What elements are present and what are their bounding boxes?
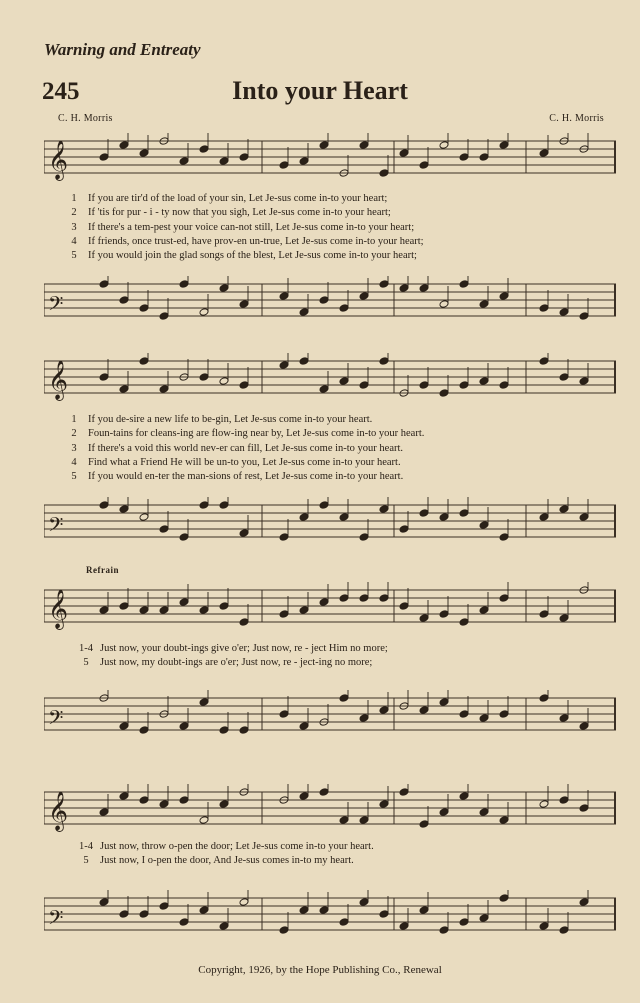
staff-lines: [44, 497, 616, 547]
note-head: [499, 816, 509, 825]
note-head: [399, 788, 409, 797]
note-head: [579, 804, 589, 813]
treble-staff: [44, 582, 616, 632]
note-head: [199, 698, 209, 707]
note-head: [359, 141, 369, 150]
note-head: [339, 377, 349, 386]
verse-number: 4: [71, 456, 77, 468]
note-head: [139, 796, 149, 805]
note-head: [139, 357, 149, 366]
note-head: [479, 714, 489, 723]
note-head: [379, 280, 389, 289]
note-head: [439, 513, 449, 522]
note-head: [299, 906, 309, 915]
note-head: [499, 292, 509, 301]
note-head: [419, 381, 429, 390]
note-head: [439, 610, 449, 619]
treble-staff: [44, 784, 616, 834]
note-head: [459, 381, 469, 390]
note-head: [219, 922, 229, 931]
verse-text: If 'tis for pur - i - ty now that you sigh, Let Je-sus come in-to your heart;: [88, 207, 391, 219]
note-head: [239, 381, 249, 390]
note-head: [319, 598, 329, 607]
note-head: [539, 610, 549, 619]
verse-number: 3: [71, 221, 77, 233]
note-head: [159, 606, 169, 615]
verse-line: [60, 427, 620, 441]
verse-line: [72, 642, 632, 656]
note-head: [159, 800, 169, 809]
note-head: [139, 726, 149, 735]
verse-text: If friends, once trust-ed, have prov-en un-true, Let Je-sus come in-to your heart;: [88, 235, 424, 247]
note-head: [379, 706, 389, 715]
note-head: [159, 525, 169, 534]
note-head: [479, 606, 489, 615]
staff-lines: [44, 690, 616, 740]
verse-text: Just now, your doubt-ings give o'er; Just now, re - ject Him no more;: [100, 643, 388, 654]
note-head: [399, 525, 409, 534]
note-head: [99, 606, 109, 615]
verse-number: 2: [71, 428, 77, 440]
verse-number: 4: [71, 235, 77, 247]
treble-staff: [44, 133, 616, 183]
note-head: [439, 698, 449, 707]
staff-lines: [44, 276, 616, 326]
note-head: [479, 521, 489, 530]
note-head: [419, 284, 429, 293]
note-head: [279, 926, 289, 935]
refrain-block-1: [72, 642, 632, 671]
note-head: [379, 910, 389, 919]
verse-line: [60, 249, 620, 263]
bass-staff: [44, 690, 616, 740]
note-head: [459, 618, 469, 627]
refrain-block-2: [72, 840, 632, 869]
verse-text: If you are tir'd of the load of your sin, Let Je-sus come in-to your heart;: [88, 193, 388, 204]
note-head: [179, 918, 189, 927]
note-head: [99, 153, 109, 162]
bass-clef-icon: 𝄢: [48, 706, 64, 734]
note-head: [99, 501, 109, 510]
treble-clef-icon: 𝄞: [48, 360, 69, 400]
bass-staff: [44, 276, 616, 326]
note-head: [119, 141, 129, 150]
note-head: [379, 505, 389, 514]
hymn-title: Into your Heart: [232, 76, 408, 105]
note-head: [199, 308, 209, 317]
note-head: [499, 594, 509, 603]
note-head: [219, 284, 229, 293]
note-head: [119, 792, 129, 801]
note-head: [239, 153, 249, 162]
note-head: [339, 513, 349, 522]
note-head: [99, 808, 109, 817]
verse-line: [60, 442, 620, 456]
hymn-number: 245: [42, 78, 80, 105]
note-head: [439, 808, 449, 817]
copyright: Copyright, 1926, by the Hope Publishing Co., Renewal: [198, 964, 442, 976]
note-head: [99, 373, 109, 382]
note-head: [359, 594, 369, 603]
verse-line: [72, 656, 632, 670]
note-head: [319, 501, 329, 510]
note-head: [219, 726, 229, 735]
verse-number: 3: [71, 442, 77, 454]
note-head: [359, 714, 369, 723]
verse-text: Find what a Friend He will be un-to you, Let Je-sus come in-to your heart.: [88, 456, 401, 468]
note-head: [219, 800, 229, 809]
note-head: [239, 898, 249, 907]
verse-number: 1: [71, 193, 77, 204]
note-head: [119, 296, 129, 305]
note-head: [539, 149, 549, 158]
note-head: [399, 922, 409, 931]
note-head: [279, 292, 289, 301]
staff-lines: [44, 353, 616, 403]
note-head: [499, 141, 509, 150]
note-head: [159, 312, 169, 321]
section-title: Warning and Entreaty: [44, 40, 201, 59]
note-head: [579, 513, 589, 522]
verse-block-1: [60, 192, 620, 263]
note-head: [399, 149, 409, 158]
note-head: [559, 308, 569, 317]
verse-line: [60, 235, 620, 249]
note-head: [199, 906, 209, 915]
verse-number: 1: [71, 414, 77, 425]
note-head: [119, 385, 129, 394]
verse-line: [60, 470, 620, 484]
note-head: [339, 594, 349, 603]
note-head: [119, 722, 129, 731]
note-head: [319, 385, 329, 394]
note-head: [199, 145, 209, 154]
verse-number: 1-4: [79, 841, 93, 852]
note-head: [419, 820, 429, 829]
note-head: [239, 529, 249, 538]
note-head: [499, 710, 509, 719]
note-head: [579, 377, 589, 386]
note-head: [379, 594, 389, 603]
staff-lines: [44, 784, 616, 834]
note-head: [159, 902, 169, 911]
note-head: [439, 141, 449, 150]
note-head: [139, 304, 149, 313]
note-head: [179, 796, 189, 805]
note-head: [239, 300, 249, 309]
staff-lines: [44, 133, 616, 183]
note-head: [419, 614, 429, 623]
note-head: [359, 898, 369, 907]
note-head: [539, 357, 549, 366]
note-head: [139, 149, 149, 158]
verse-text: Just now, throw o-pen the door; Let Je-sus come in-to your heart.: [100, 841, 374, 852]
note-head: [479, 153, 489, 162]
note-head: [279, 710, 289, 719]
note-head: [119, 505, 129, 514]
verse-number: 5: [71, 250, 77, 262]
note-head: [419, 161, 429, 170]
note-head: [339, 816, 349, 825]
note-head: [479, 914, 489, 923]
music-credit: C. H. Morris: [549, 113, 604, 124]
verse-text: Just now, my doubt-ings are o'er; Just now, re - ject-ing no more;: [100, 657, 373, 669]
verse-number: 5: [83, 657, 89, 669]
verse-text: If there's a void this world nev-er can fill, Let Je-sus come in-to your heart.: [88, 442, 404, 454]
note-head: [539, 304, 549, 313]
note-head: [479, 300, 489, 309]
note-head: [359, 533, 369, 542]
note-head: [559, 714, 569, 723]
note-head: [459, 280, 469, 289]
bass-staff: [44, 497, 616, 547]
note-head: [359, 816, 369, 825]
note-head: [279, 361, 289, 370]
note-head: [219, 377, 229, 386]
verse-line: [72, 854, 632, 868]
verse-line: [72, 840, 632, 854]
verse-text: If you would join the glad songs of the blest, Let Je-sus come in-to your heart;: [88, 250, 417, 262]
note-head: [479, 377, 489, 386]
note-head: [419, 509, 429, 518]
verse-number: 1-4: [79, 643, 93, 654]
verse-line: [60, 413, 620, 427]
note-head: [399, 284, 409, 293]
note-head: [299, 157, 309, 166]
note-head: [479, 808, 489, 817]
note-head: [119, 602, 129, 611]
verse-text: If you de-sire a new life to be-gin, Let Je-sus come in-to your heart.: [88, 414, 373, 425]
bass-clef-icon: 𝄢: [48, 513, 64, 541]
treble-staff: [44, 353, 616, 403]
note-head: [499, 894, 509, 903]
note-head: [219, 602, 229, 611]
note-head: [139, 910, 149, 919]
note-head: [459, 792, 469, 801]
note-head: [339, 304, 349, 313]
note-head: [279, 161, 289, 170]
note-head: [379, 169, 389, 178]
note-head: [179, 722, 189, 731]
note-head: [99, 280, 109, 289]
verse-text: Foun-tains for cleans-ing are flow-ing near by, Let Je-sus come in-to your heart.: [88, 428, 425, 440]
note-head: [579, 722, 589, 731]
note-head: [199, 606, 209, 615]
note-head: [279, 610, 289, 619]
verse-line: [60, 206, 620, 220]
note-head: [379, 800, 389, 809]
note-head: [579, 898, 589, 907]
note-head: [299, 513, 309, 522]
bass-staff: [44, 890, 616, 940]
note-head: [199, 816, 209, 825]
note-head: [419, 906, 429, 915]
verse-number: 2: [71, 207, 77, 219]
note-head: [419, 706, 429, 715]
note-head: [439, 300, 449, 309]
note-head: [559, 926, 569, 935]
note-head: [239, 618, 249, 627]
note-head: [319, 141, 329, 150]
verse-number: 5: [83, 855, 89, 867]
note-head: [399, 602, 409, 611]
note-head: [339, 694, 349, 703]
note-head: [319, 906, 329, 915]
note-head: [339, 918, 349, 927]
treble-clef-icon: 𝄞: [48, 791, 69, 831]
note-head: [179, 280, 189, 289]
bass-clef-icon: 𝄢: [48, 906, 64, 934]
verse-text: If you would en-ter the man-sions of rest, Let Je-sus come in-to your heart.: [88, 471, 404, 483]
note-head: [239, 726, 249, 735]
note-head: [179, 598, 189, 607]
treble-clef-icon: 𝄞: [48, 140, 69, 180]
note-head: [179, 157, 189, 166]
note-head: [99, 898, 109, 907]
note-head: [319, 296, 329, 305]
note-head: [579, 312, 589, 321]
note-head: [319, 788, 329, 797]
note-head: [219, 501, 229, 510]
note-head: [539, 922, 549, 931]
note-head: [459, 918, 469, 927]
note-head: [299, 357, 309, 366]
note-head: [299, 792, 309, 801]
note-head: [559, 614, 569, 623]
verse-line: [60, 456, 620, 470]
note-head: [299, 722, 309, 731]
note-head: [499, 381, 509, 390]
staff-lines: [44, 890, 616, 940]
note-head: [459, 153, 469, 162]
note-head: [539, 513, 549, 522]
verse-number: 5: [71, 471, 77, 483]
note-head: [459, 710, 469, 719]
note-head: [459, 509, 469, 518]
note-head: [199, 501, 209, 510]
note-head: [379, 357, 389, 366]
note-head: [199, 373, 209, 382]
treble-clef-icon: 𝄞: [48, 589, 69, 629]
staff-lines: [44, 582, 616, 632]
words-credit: C. H. Morris: [58, 113, 113, 124]
verse-line: [60, 221, 620, 235]
verse-block-2: [60, 413, 620, 484]
note-head: [359, 381, 369, 390]
note-head: [539, 694, 549, 703]
note-head: [139, 513, 149, 522]
note-head: [119, 910, 129, 919]
note-head: [359, 292, 369, 301]
refrain-label: Refrain: [86, 565, 119, 575]
verse-text: Just now, I o-pen the door, And Je-sus comes in-to my heart.: [100, 855, 354, 867]
note-head: [559, 796, 569, 805]
note-head: [159, 385, 169, 394]
bass-clef-icon: 𝄢: [48, 292, 64, 320]
note-head: [539, 800, 549, 809]
verse-line: [60, 192, 620, 206]
note-head: [439, 389, 449, 398]
note-head: [219, 157, 229, 166]
note-head: [139, 606, 149, 615]
note-head: [439, 926, 449, 935]
note-head: [559, 373, 569, 382]
note-head: [279, 533, 289, 542]
note-head: [299, 606, 309, 615]
verse-text: If there's a tem-pest your voice can-not still, Let Je-sus come in-to your heart;: [88, 221, 415, 233]
note-head: [179, 533, 189, 542]
note-head: [499, 533, 509, 542]
note-head: [299, 308, 309, 317]
note-head: [559, 505, 569, 514]
